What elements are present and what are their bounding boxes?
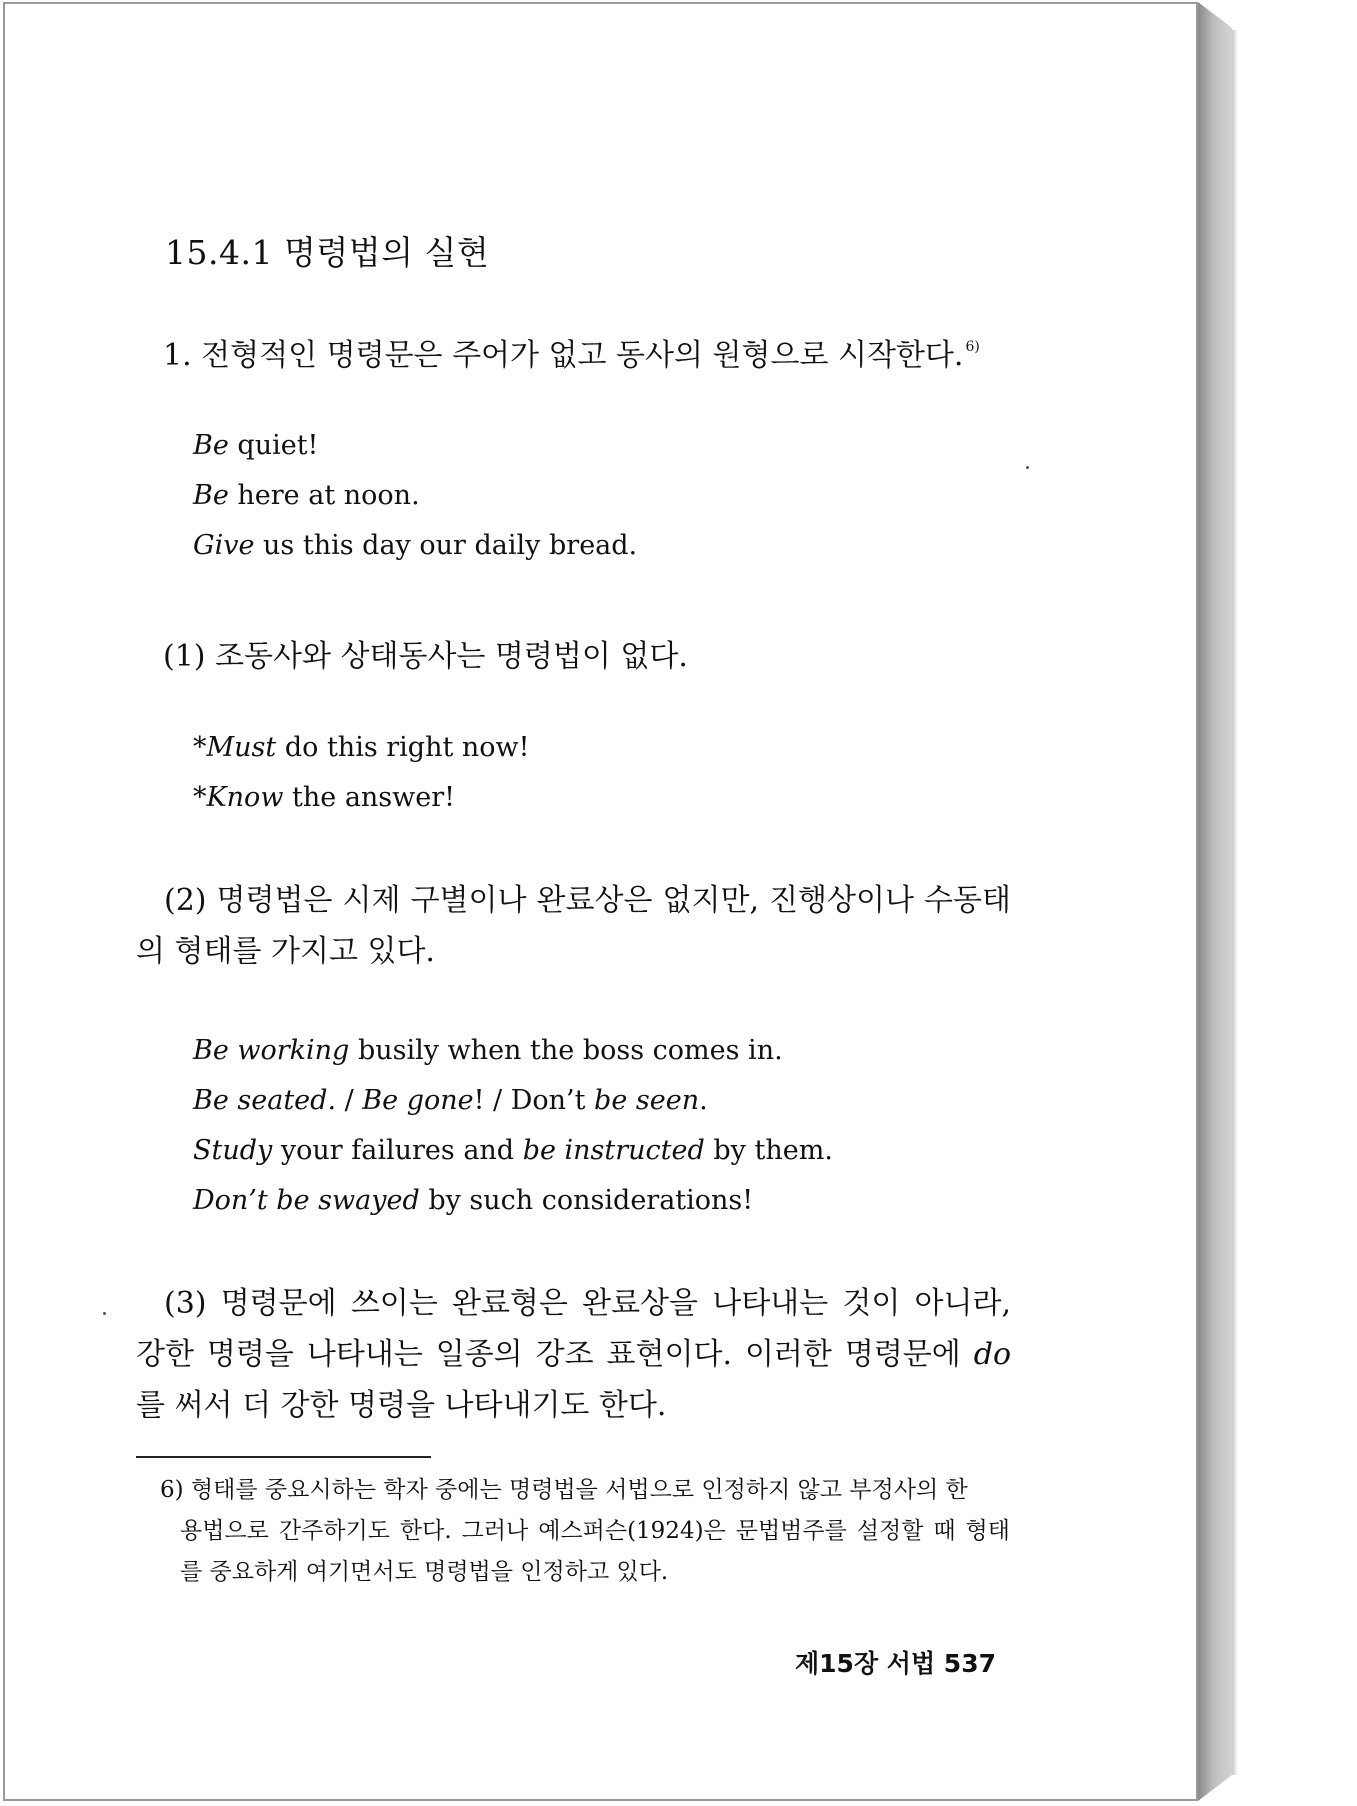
example-line: Don’t be swayed by such considerations! <box>193 1185 754 1216</box>
footnote-ref: 6) <box>965 339 980 355</box>
page-shadow <box>1232 30 1238 1775</box>
example-line: Be working busily when the boss comes in. <box>193 1035 783 1066</box>
subpoint-1: (1) 조동사와 상태동사는 명령법이 없다. <box>163 639 688 674</box>
example-line: Be seated. / Be gone! / Don’t be seen. <box>193 1085 708 1116</box>
subpoint-2: (2) 명령법은 시제 구별이나 완료상은 없지만, 진행상이나 수동태의 형태를 가지고 있다. <box>136 883 1011 969</box>
item-1-label: 1. 전형적인 명령문은 주어가 없고 동사의 원형으로 시작한다. <box>163 338 964 373</box>
example-line: *Know the answer! <box>193 782 456 813</box>
example-line: Study your failures and be instructed by them. <box>193 1135 833 1166</box>
page-edge <box>1198 2 1232 1801</box>
example-line: *Must do this right now! <box>193 732 530 763</box>
page-footer: 제15장 서법 537 <box>795 1649 996 1678</box>
speck <box>103 1312 106 1315</box>
subpoint-3: (3) 명령문에 쓰이는 완료형은 완료상을 나타내는 것이 아니라, 강한 명령을 나타내는 일종의 강조 표현이다. 이러한 명령문에 do를 써서 더 강한 명령을 나타내기도 한다. <box>136 1286 1011 1423</box>
example-line: Be here at noon. <box>193 480 420 511</box>
footnote-rule <box>136 1456 431 1458</box>
footnote-text: 6) 형태를 중요시하는 학자 중에는 명령법을 서법으로 인정하지 않고 부정사의 한 용법으로 간주하기도 한다. 그러나 예스퍼슨(1924)은 문법범주를 설정할 때 형태를 중요하게 여기면서도 명령법을 인정하고 있다. <box>160 1477 1010 1585</box>
speck <box>1026 466 1029 469</box>
example-line: Give us this day our daily bread. <box>193 530 638 561</box>
section-heading: 15.4.1 명령법의 실현 <box>165 233 490 272</box>
item-1-text <box>163 330 980 374</box>
example-line: Be quiet! <box>193 430 319 461</box>
